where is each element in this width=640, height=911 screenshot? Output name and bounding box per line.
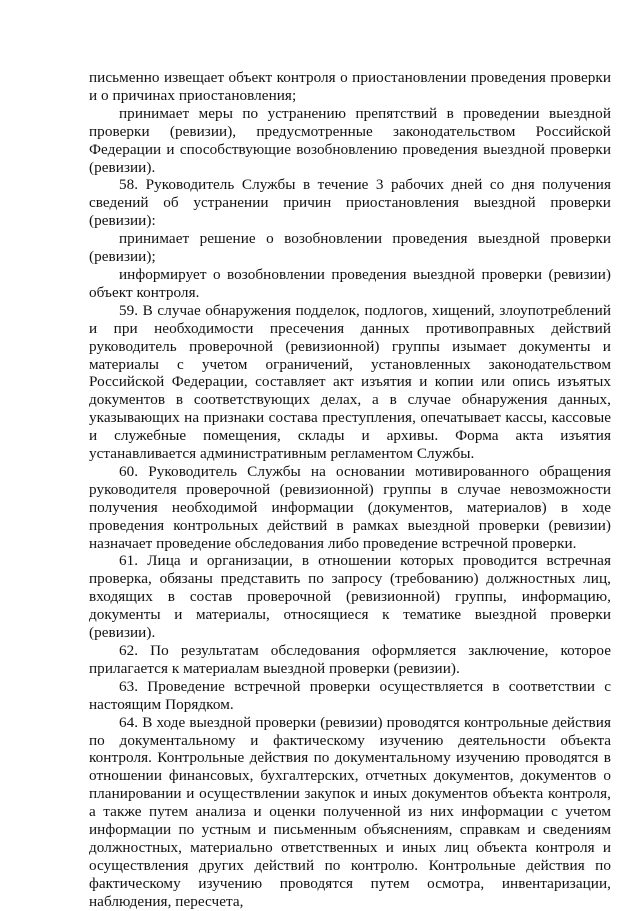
paragraph-61: 61. Лица и организации, в отношении которых проводится встречная проверка, обязаны представить по запросу (требованию) должностных лиц, входящих в состав проверочной (ревизионной) группы, информацию, документы и материалы, относящиеся к тематике выездной проверки (ревизии).: [89, 552, 611, 642]
document-body: [89, 69, 611, 911]
paragraph-63: 63. Проведение встречной проверки осуществляется в соответствии с настоящим Порядком.: [89, 677, 611, 713]
paragraph-59: 59. В случае обнаружения подделок, подлогов, хищений, злоупотреблений и при необходимости пресечения данных противоправных действий руководитель проверочной (ревизионной) группы изымает документы и материалы с учетом ограничений, установленных законодательством Российской Федерации, составляет акт изъятия и копии или опись изъятых документов в соответствующих делах, а в случае обнаружения данных, указывающих на признаки состава преступления, опечатывает кассы, кассовые и служебные помещения, склады и архивы. Форма акта изъятия устанавливается административным регламентом Службы.: [89, 301, 611, 463]
paragraph-60: 60. Руководитель Службы на основании мотивированного обращения руководителя проверочной (ревизионной) группы в случае невозможности получения необходимой информации (документов, материалов) в ходе проведения контрольных действий в рамках выездной проверки (ревизии) назначает проведение обследования либо проведение встречной проверки.: [89, 462, 611, 552]
paragraph-64: 64. В ходе выездной проверки (ревизии) проводятся контрольные действия по документальному и фактическому изучению деятельности объекта контроля. Контрольные действия по документальному изучению проводятся в отношении финансовых, бухгалтерских, отчетных документов, документов о планировании и осуществлении закупок и иных документов объекта контроля, а также путем анализа и оценки полученной из них информации с учетом информации по устным и письменным объяснениям, справкам и сведениям должностных, материально ответственных и иных лиц объекта контроля и осуществления других действий по контролю. Контрольные действия по фактическому изучению проводятся путем осмотра, инвентаризации, наблюдения, пересчета,: [89, 713, 611, 910]
paragraph-62: 62. По результатам обследования оформляется заключение, которое прилагается к материалам выездной проверки (ревизии).: [89, 642, 611, 677]
paragraph-remove-obstacles: принимает меры по устранению препятствий в проведении выездной проверки (ревизии), предусмотренные законодательством Российской Федерации и способствующие возобновлению проведения выездной проверки (ревизии).: [89, 104, 611, 176]
paragraph-decision-resume: принимает решение о возобновлении проведения выездной проверки (ревизии);: [89, 230, 611, 266]
paragraph-notify-suspension: письменно извещает объект контроля о приостановлении проведения проверки и о причинах приостановления;: [89, 69, 611, 104]
paragraph-58: 58. Руководитель Службы в течение 3 рабочих дней со дня получения сведений об устранении причин приостановления выездной проверки (ревизии):: [89, 176, 611, 230]
paragraph-inform-resume: информирует о возобновлении проведения выездной проверки (ревизии) объект контроля.: [89, 265, 611, 301]
